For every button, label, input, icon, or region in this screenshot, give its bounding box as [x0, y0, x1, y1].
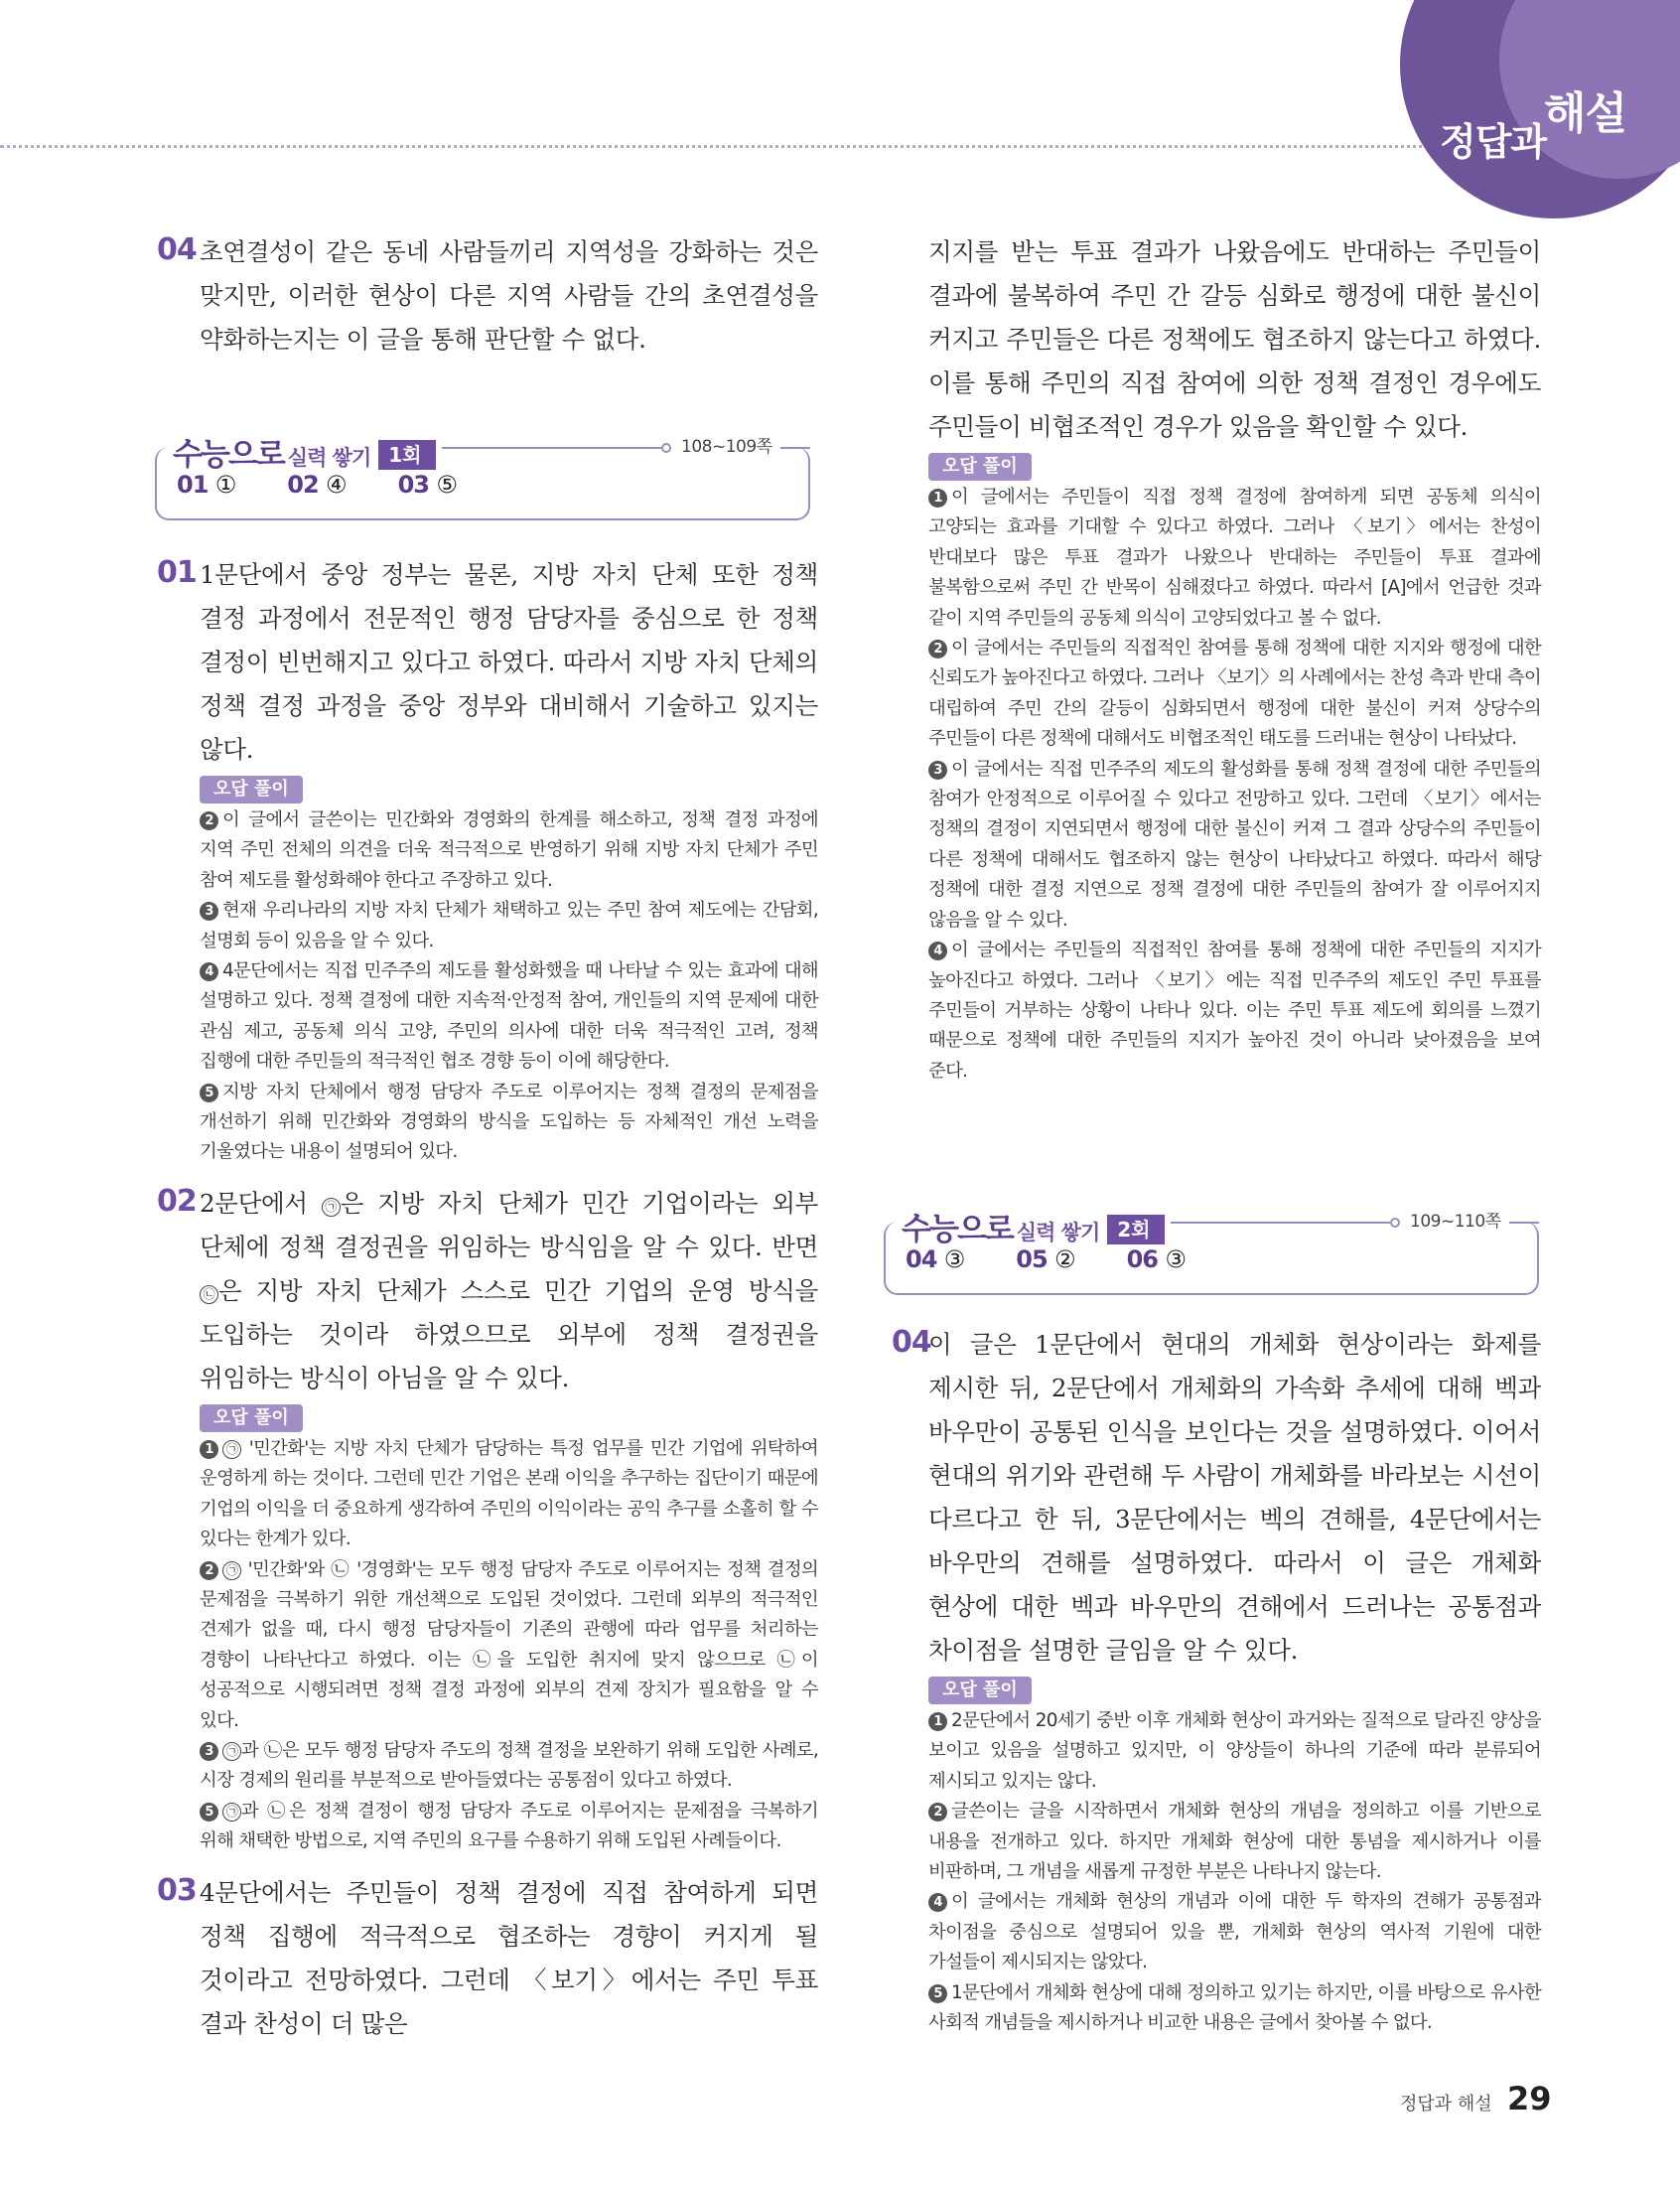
explanation-item: 2 이 글에서 글쓴이는 민간화와 경영화의 한계를 해소하고, 정책 결정 과정에 지역 주민 전체의 의견을 더욱 적극적으로 반영하기 위해 지방 자치 단체가 주민 참여 제도를 활성화해야 한다고 주장하고 있다. [200, 809, 818, 891]
wrong-answer-explanations [157, 1404, 818, 1857]
answer-item: 06 ③ [1126, 1245, 1186, 1273]
answer-item: 05 ② [1016, 1245, 1075, 1273]
header-title-part1: 정답과 [1440, 120, 1547, 164]
round-badge: 1회 [378, 440, 435, 470]
answer-item: 02 ④ [287, 471, 347, 499]
wrong-answer-explanations [892, 1677, 1541, 2038]
explanation-item: 2 글쓴이는 글을 시작하면서 개체화 현상의 개념을 정의하고 이를 기반으로 내용을 전개하고 있다. 하지만 개체화 현상에 대한 통념을 제시하거나 이를 비판하며, 그 개념을 새롭게 규정한 부분은 나타나지 않는다. [928, 1801, 1541, 1883]
round-badge: 2회 [1107, 1215, 1164, 1244]
question-text: 1문단에서 중앙 정부는 물론, 지방 자치 단체 또한 정책 결정 과정에서 전문적인 행정 담당자를 중심으로 한 정책 결정이 빈번해지고 있다고 하였다. 따라서 지방 자치 단체의 정책 결정 과정을 중앙 정부와 대비해서 기술하고 있지는 않다. [200, 560, 818, 764]
explanation-item: 1 이 글에서는 주민들이 직접 정책 결정에 참여하게 되면 공동체 의식이 고양되는 효과를 기대할 수 있다고 하였다. 그러나 〈보기〉에서는 찬성이 반대보다 많은 투표 결과가 나왔으나 반대하는 주민들이 투표 결과에 불복함으로써 주민 간 반목이 심해졌다고 하였다. 따라서 [A]에서 언급한 것과 같이 지역 주민들의 공동체 의식이 고양되었다고 볼 수 없다. [928, 487, 1541, 629]
question-text: 이 글은 1문단에서 현대의 개체화 현상이라는 화제를 제시한 뒤, 2문단에서 개체화의 가속화 추세에 대해 벡과 바우만이 공통된 인식을 보인다는 것을 설명하였다. 이어서 현대의 위기와 관련해 두 사람이 개체화를 바라보는 시선이 다르다고 한 뒤, 3문단에서는 벡의 견해를, 4문단에서는 바우만의 견해를 설명하였다. 따라서 이 글은 개체화 현상에 대한 벡과 바우만의 견해에서 드러나는 공통점과 차이점을 설명한 글임을 알 수 있다. [928, 1330, 1541, 1665]
answer-item: 03 ⑤ [397, 471, 457, 499]
footer-label: 정답과 해설 [1400, 2094, 1492, 2115]
explanation-item: 5 1문단에서 개체화 현상에 대해 정의하고 있기는 하지만, 이를 바탕으로 유사한 사회적 개념들을 제시하거나 비교한 내용은 글에서 찾아볼 수 없다. [928, 1981, 1541, 2034]
question-text: 4문단에서는 주민들이 정책 결정에 직접 참여하게 되면 정책 집행에 적극적으로 협조하는 경향이 커지게 될 것이라고 전망하였다. 그런데 〈보기〉에서는 주민 투표 결과 찬성이 더 많은 [200, 1877, 818, 2038]
explanation-item: 5 ㉠ 과 ㉡은 정책 결정이 행정 담당자 주도로 이루어지는 문제점을 극복하기 위해 채택한 방법으로, 지역 주민의 요구를 수용하기 위해 도입된 사례들이다. [200, 1800, 818, 1852]
wrong-answer-badge: 오답 풀이 [928, 1677, 1032, 1704]
page-range: 108~109쪽 [677, 432, 776, 457]
question-04 [892, 1323, 1541, 1673]
wrong-answer-explanations [892, 453, 1541, 1087]
explanation-item: 4 이 글에서는 주민들의 직접적인 참여를 통해 정책에 대한 주민들의 지지가 높아진다고 하였다. 그러나 〈보기〉에는 직접 민주주의 제도인 주민 투표를 주민들이 거부하는 상황이 나타나 있다. 이는 주민 투표 제도에 회의를 느꼈기 때문으로 정책에 대한 주민들의 지지가 높아진 것이 아니라 낮아졌음을 보여 준다. [928, 940, 1541, 1082]
answer-item: 01 ① [177, 471, 236, 499]
question-02: 02 2문단에서 ㉠ 은 지방 자치 단체가 민간 기업이라는 외부 단체에 정책 결정권을 위임하는 방식임을 알 수 있다. 반면 ㉡ 은 지방 자치 단체가 스스로 민간 기업의 운영 방식을 도입하는 것이라 하였으므로 외부에 정책 결정권을 위임하는 방식이 아님을 알 수 있다. [157, 1183, 818, 1392]
left-column [157, 230, 818, 2038]
question-03-continued [892, 230, 1541, 449]
explanation-item: 3 이 글에서는 직접 민주주의 제도의 활성화를 통해 정책 결정에 대한 주민들의 참여가 안정적으로 이루어질 수 있다고 전망하고 있다. 그런데 〈보기〉에서는 정책의 결정이 지연되면서 행정에 대한 불신이 커져 그 결과 상당수의 주민들이 다른 정책에 대해서도 협조하지 않는 현상이 나타났다고 하였다. 따라서 해당 정책에 대한 결정 지연으로 정책 결정에 대한 주민들의 참여가 잘 이루어지지 않음을 알 수 있다. [928, 758, 1541, 931]
answer-item: 04 ③ [906, 1245, 965, 1273]
page-range: 109~110쪽 [1406, 1207, 1505, 1232]
question-04-top [157, 230, 818, 362]
explanation-item: 3 ㉠ 과 ㉡은 모두 행정 담당자 주도의 정책 결정을 보완하기 위해 도입한 사례로, 시장 경제의 원리를 부분적으로 받아들였다는 공통점이 있다고 하였다. [200, 1739, 818, 1792]
header-title-part2: 해설 [1544, 88, 1627, 139]
explanation-item: 2 이 글에서는 주민들의 직접적인 참여를 통해 정책에 대한 지지와 행정에 대한 신뢰도가 높아진다고 하였다. 그러나 〈보기〉의 사례에서는 찬성 측과 반대 측이 대립하여 주민 간의 갈등이 심화되면서 행정에 대한 불신이 커져 상당수의 주민들이 다른 정책에 대해서도 비협조적인 태도를 드러내는 현상이 나타났다. [928, 638, 1541, 750]
explanation-item: 2 ㉠ '민간화'와 ㉡ '경영화'는 모두 행정 담당자 주도로 이루어지는 정책 결정의 문제점을 극복하기 위한 개선책으로 도입된 것이었다. 그런데 외부의 적극적인 견제가 없을 때, 다시 행정 담당자들이 기존의 관행에 따라 업무를 처리하는 경향이 나타난다고 하였다. 이는 ㉡을 도입한 취지에 맞지 않으므로 ㉡이 성공적으로 시행되려면 정책 결정 과정에 외부의 견제 장치가 필요함을 알 수 있다. [200, 1558, 818, 1731]
wrong-answer-badge: 오답 풀이 [928, 453, 1032, 481]
question-number: 03 [157, 1872, 197, 1908]
wrong-answer-explanations [157, 776, 818, 1168]
explanation-item: 3 현재 우리나라의 지방 자치 단체가 채택하고 있는 주민 참여 제도에는 간담회, 설명회 등이 있음을 알 수 있다. [200, 900, 818, 951]
right-column [892, 230, 1541, 2034]
explanation-item: 4 이 글에서는 개체화 현상의 개념과 이에 대한 두 학자의 견해가 공통점과 차이점을 중심으로 설명되어 있을 뿐, 개체화 현상의 역사적 기원에 대한 가설들이 제시되지는 않았다. [928, 1891, 1541, 1973]
wrong-answer-badge: 오답 풀이 [200, 1404, 303, 1432]
question-number: 02 [157, 1183, 197, 1219]
explanation-item: 1 ㉠ '민간화'는 지방 자치 단체가 담당하는 특정 업무를 민간 기업에 위탁하여 운영하게 하는 것이다. 그런데 민간 기업은 본래 이익을 추구하는 집단이기 때문에 기업의 이익을 더 중요하게 생각하여 주민의 이익이라는 공익 추구를 소홀히 할 수 있다는 한계가 있다. [200, 1437, 818, 1550]
explanation-item: 1 2문단에서 20세기 중반 이후 개체화 현상이 과거와는 질적으로 달라진 양상을 보이고 있음을 설명하고 있지만, 이 양상들이 하나의 기준에 따라 분류되어 제시되고 있지는 않다. [928, 1710, 1541, 1792]
question-number: 01 [157, 555, 197, 590]
practice-box-header: 수능으로 실력 쌓기 2회 [898, 1204, 1171, 1248]
practice-box-round-1 [155, 429, 810, 520]
question-text: 초연결성이 같은 동네 사람들끼리 지역성을 강화하는 것은 맞지만, 이러한 현상이 다른 지역 사람들 간의 초연결성을 약화하는지는 이 글을 통해 판단할 수 없다. [200, 237, 818, 354]
wrong-answer-badge: 오답 풀이 [200, 776, 303, 803]
question-01 [157, 553, 818, 772]
question-text: 지지를 받는 투표 결과가 나왔음에도 반대하는 주민들이 결과에 불복하여 주민 간 갈등 심화로 행정에 대한 불신이 커지고 주민들은 다른 정책에도 협조하지 않는다고 하였다. 이를 통해 주민의 직접 참여에 의한 정책 결정인 경우에도 주민들이 비협조적인 경우가 있음을 확인할 수 있다. [928, 237, 1541, 441]
question-03 [157, 1871, 818, 2046]
explanation-item: 4 4문단에서는 직접 민주주의 제도를 활성화했을 때 나타날 수 있는 효과에 대해 설명하고 있다. 정책 결정에 대한 지속적·안정적 참여, 개인들의 지역 문제에 대한 관심 제고, 공동체 의식 고양, 주민의 의사에 대한 더욱 적극적인 고려, 정책 집행에 대한 주민들의 적극적인 협조 경향 등이 이에 해당한다. [200, 960, 818, 1073]
question-number: 04 [892, 1325, 931, 1360]
question-number: 04 [157, 232, 197, 267]
page-number: 29 [1507, 2080, 1552, 2117]
practice-box-round-2 [884, 1204, 1539, 1295]
answer-list [177, 471, 508, 499]
explanation-item: 5 지방 자치 단체에서 행정 담당자 주도로 이루어지는 정책 결정의 문제점을 개선하기 위해 민간화와 경영화의 방식을 도입하는 등 자체적인 개선 노력을 기울였다는 내용이 설명되어 있다. [200, 1081, 818, 1163]
answer-list [906, 1245, 1237, 1273]
practice-box-header: 수능으로 실력 쌓기 1회 [169, 429, 442, 474]
